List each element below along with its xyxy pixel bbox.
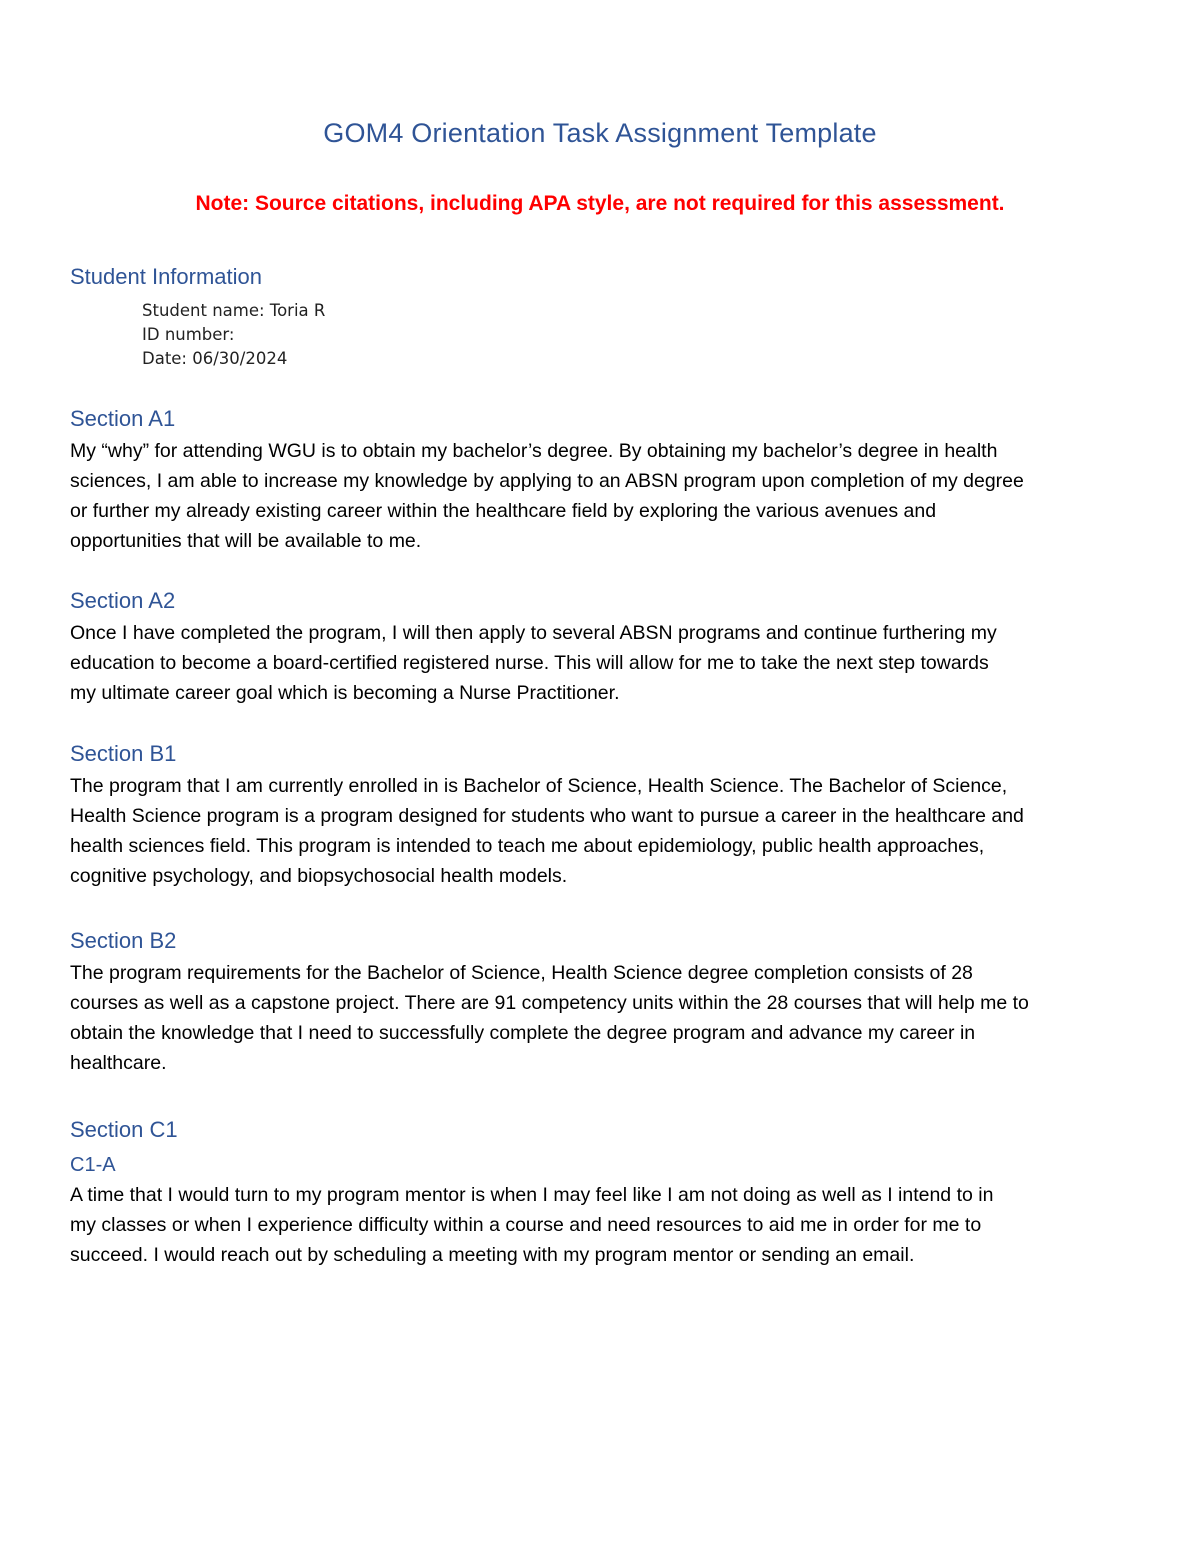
section-a2-body [70,618,1140,708]
section-b1-line: The program that I am currently enrolled in is Bachelor of Science, Health Science. The Bachelor of Science, [70,775,1008,797]
student-name-line: Student name: Toria R [142,301,326,320]
section-a1-line: sciences, I am able to increase my knowledge by applying to an ABSN program upon completion of my degree [70,470,1024,492]
section-b1-line: Health Science program is a program designed for students who want to pursue a career in the healthcare and [70,805,1024,827]
section-c1-heading: Section C1 [70,1117,178,1142]
section-b1-heading: Section B1 [70,741,177,766]
document-title: GOM4 Orientation Task Assignment Template [323,118,877,148]
section-b1-line: health sciences field. This program is intended to teach me about epidemiology, public health approaches, [70,835,985,857]
id-number-line: ID number: [142,325,235,344]
section-b1-line: cognitive psychology, and biopsychosocial health models. [70,865,568,887]
section-c1-line: A time that I would turn to my program mentor is when I may feel like I am not doing as well as I intend to in [70,1184,994,1206]
section-a2-line: education to become a board-certified registered nurse. This will allow for me to take the next step towards [70,652,989,674]
section-a1-line: opportunities that will be available to me. [70,530,422,552]
section-a1-heading: Section A1 [70,406,176,431]
section-c1-line: my classes or when I experience difficulty within a course and need resources to aid me in order for me to [70,1214,982,1236]
date-line: Date: 06/30/2024 [142,349,288,368]
citation-note: Note: Source citations, including APA style, are not required for this assessment. [195,192,1005,215]
section-b2-heading: Section B2 [70,928,177,953]
section-b1-body [70,771,1140,891]
section-c1-body [70,1180,1140,1270]
section-a2-line: Once I have completed the program, I will then apply to several ABSN programs and continue furthering my [70,622,997,644]
section-b2-line: courses as well as a capstone project. There are 91 competency units within the 28 courses that will help me to [70,992,1029,1014]
student-info-heading: Student Information [70,264,263,289]
section-b2-line: obtain the knowledge that I need to successfully complete the degree program and advance my career in [70,1022,976,1044]
section-a2-heading: Section A2 [70,588,176,613]
section-a1-line: or further my already existing career within the healthcare field by exploring the various avenues and [70,500,937,522]
section-a1-body [70,436,1140,556]
section-b2-line: healthcare. [70,1052,167,1074]
section-b2-line: The program requirements for the Bachelor of Science, Health Science degree completion consists of 28 [70,962,973,984]
section-b2-body [70,958,1140,1078]
section-c1a-subheading: C1-A [70,1154,116,1176]
section-c1-line: succeed. I would reach out by scheduling a meeting with my program mentor or sending an email. [70,1244,915,1266]
student-info-block [142,299,325,371]
section-a2-line: my ultimate career goal which is becoming a Nurse Practitioner. [70,682,620,704]
section-a1-line: My “why” for attending WGU is to obtain my bachelor’s degree. By obtaining my bachelor’s degree in health [70,440,998,462]
